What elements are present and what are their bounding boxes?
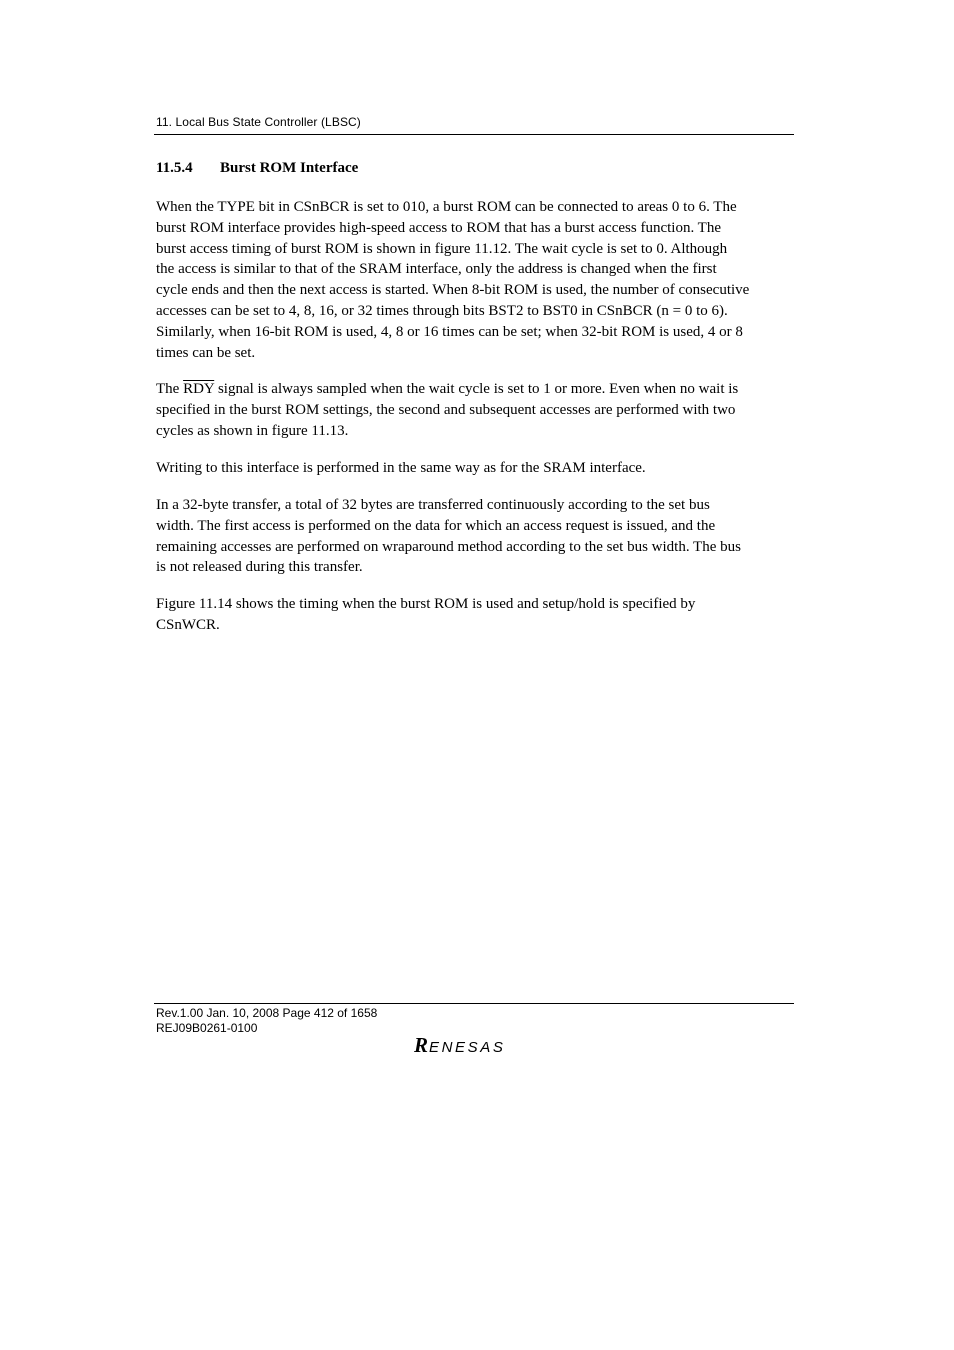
text-fragment: The (156, 381, 184, 397)
header-rule (154, 134, 794, 135)
text-line: accesses can be set to 4, 8, 16, or 32 times through bits BST2 to BST0 in CSnBCR (n = 0 to 6). (156, 302, 728, 319)
text-line: cycle ends and then the next access is started. When 8-bit ROM is used, the number of consecutive (156, 282, 750, 299)
text-line: cycles as shown in figure 11.13. (156, 422, 349, 439)
chapter-title: 11. Local Bus State Controller (LBSC) (156, 115, 361, 129)
paragraph-2 (156, 379, 796, 441)
text-line: Similarly, when 16-bit ROM is used, 4, 8 or 16 times can be set; when 32-bit ROM is used, 4 or 8 (156, 323, 743, 340)
text-line: burst access timing of burst ROM is shown in figure 11.12. The wait cycle is set to 0. Although (156, 240, 728, 257)
text-line: When the TYPE bit in CSnBCR is set to 010, a burst ROM can be connected to areas 0 to 6. The (156, 199, 737, 215)
text-line: width. The first access is performed on the data for which an access request is issued, and the (156, 517, 716, 534)
text-line (156, 379, 796, 400)
paragraph-1 (156, 197, 796, 363)
text-line: the access is similar to that of the SRAM interface, only the address is changed when the first (156, 261, 717, 278)
text-line: Writing to this interface is performed in the same way as for the SRAM interface. (156, 460, 646, 476)
renesas-logo (412, 1034, 536, 1056)
text-line: specified in the burst ROM settings, the second and subsequent accesses are performed with two (156, 401, 736, 418)
rdy-signal-name: $\overline{RDY}$ (183, 381, 215, 397)
document-number: REJ09B0261-0100 (156, 1021, 258, 1035)
revision-info: Rev.1.00 Jan. 10, 2008 Page 412 of 1658 (156, 1006, 378, 1020)
section-title: Burst ROM Interface (220, 160, 359, 176)
text-fragment: signal is always sampled when the wait cycle is set to 1 or more. Even when no wait is (214, 381, 739, 397)
text-line: remaining accesses are performed on wraparound method according to the set bus width. The bus (156, 538, 741, 555)
logo-initial: R (414, 1034, 429, 1056)
text-line: is not released during this transfer. (156, 559, 363, 576)
logo-wordmark: ENESAS (429, 1039, 506, 1056)
text-line: burst ROM interface provides high-speed access to ROM that has a burst access function. The (156, 219, 721, 236)
text-line: In a 32-byte transfer, a total of 32 bytes are transferred continuously according to the set bus (156, 497, 710, 513)
section-number: 11.5.4 (156, 160, 193, 176)
paragraph-4 (156, 495, 796, 578)
paragraph-5 (156, 594, 796, 636)
text-line: CSnWCR. (156, 616, 220, 633)
text-line: times can be set. (156, 344, 256, 361)
paragraph-3 (156, 458, 796, 479)
footer-rule (154, 1003, 794, 1004)
text-line: Figure 11.14 shows the timing when the burst ROM is used and setup/hold is specified by (156, 596, 696, 612)
section-heading (156, 160, 358, 177)
